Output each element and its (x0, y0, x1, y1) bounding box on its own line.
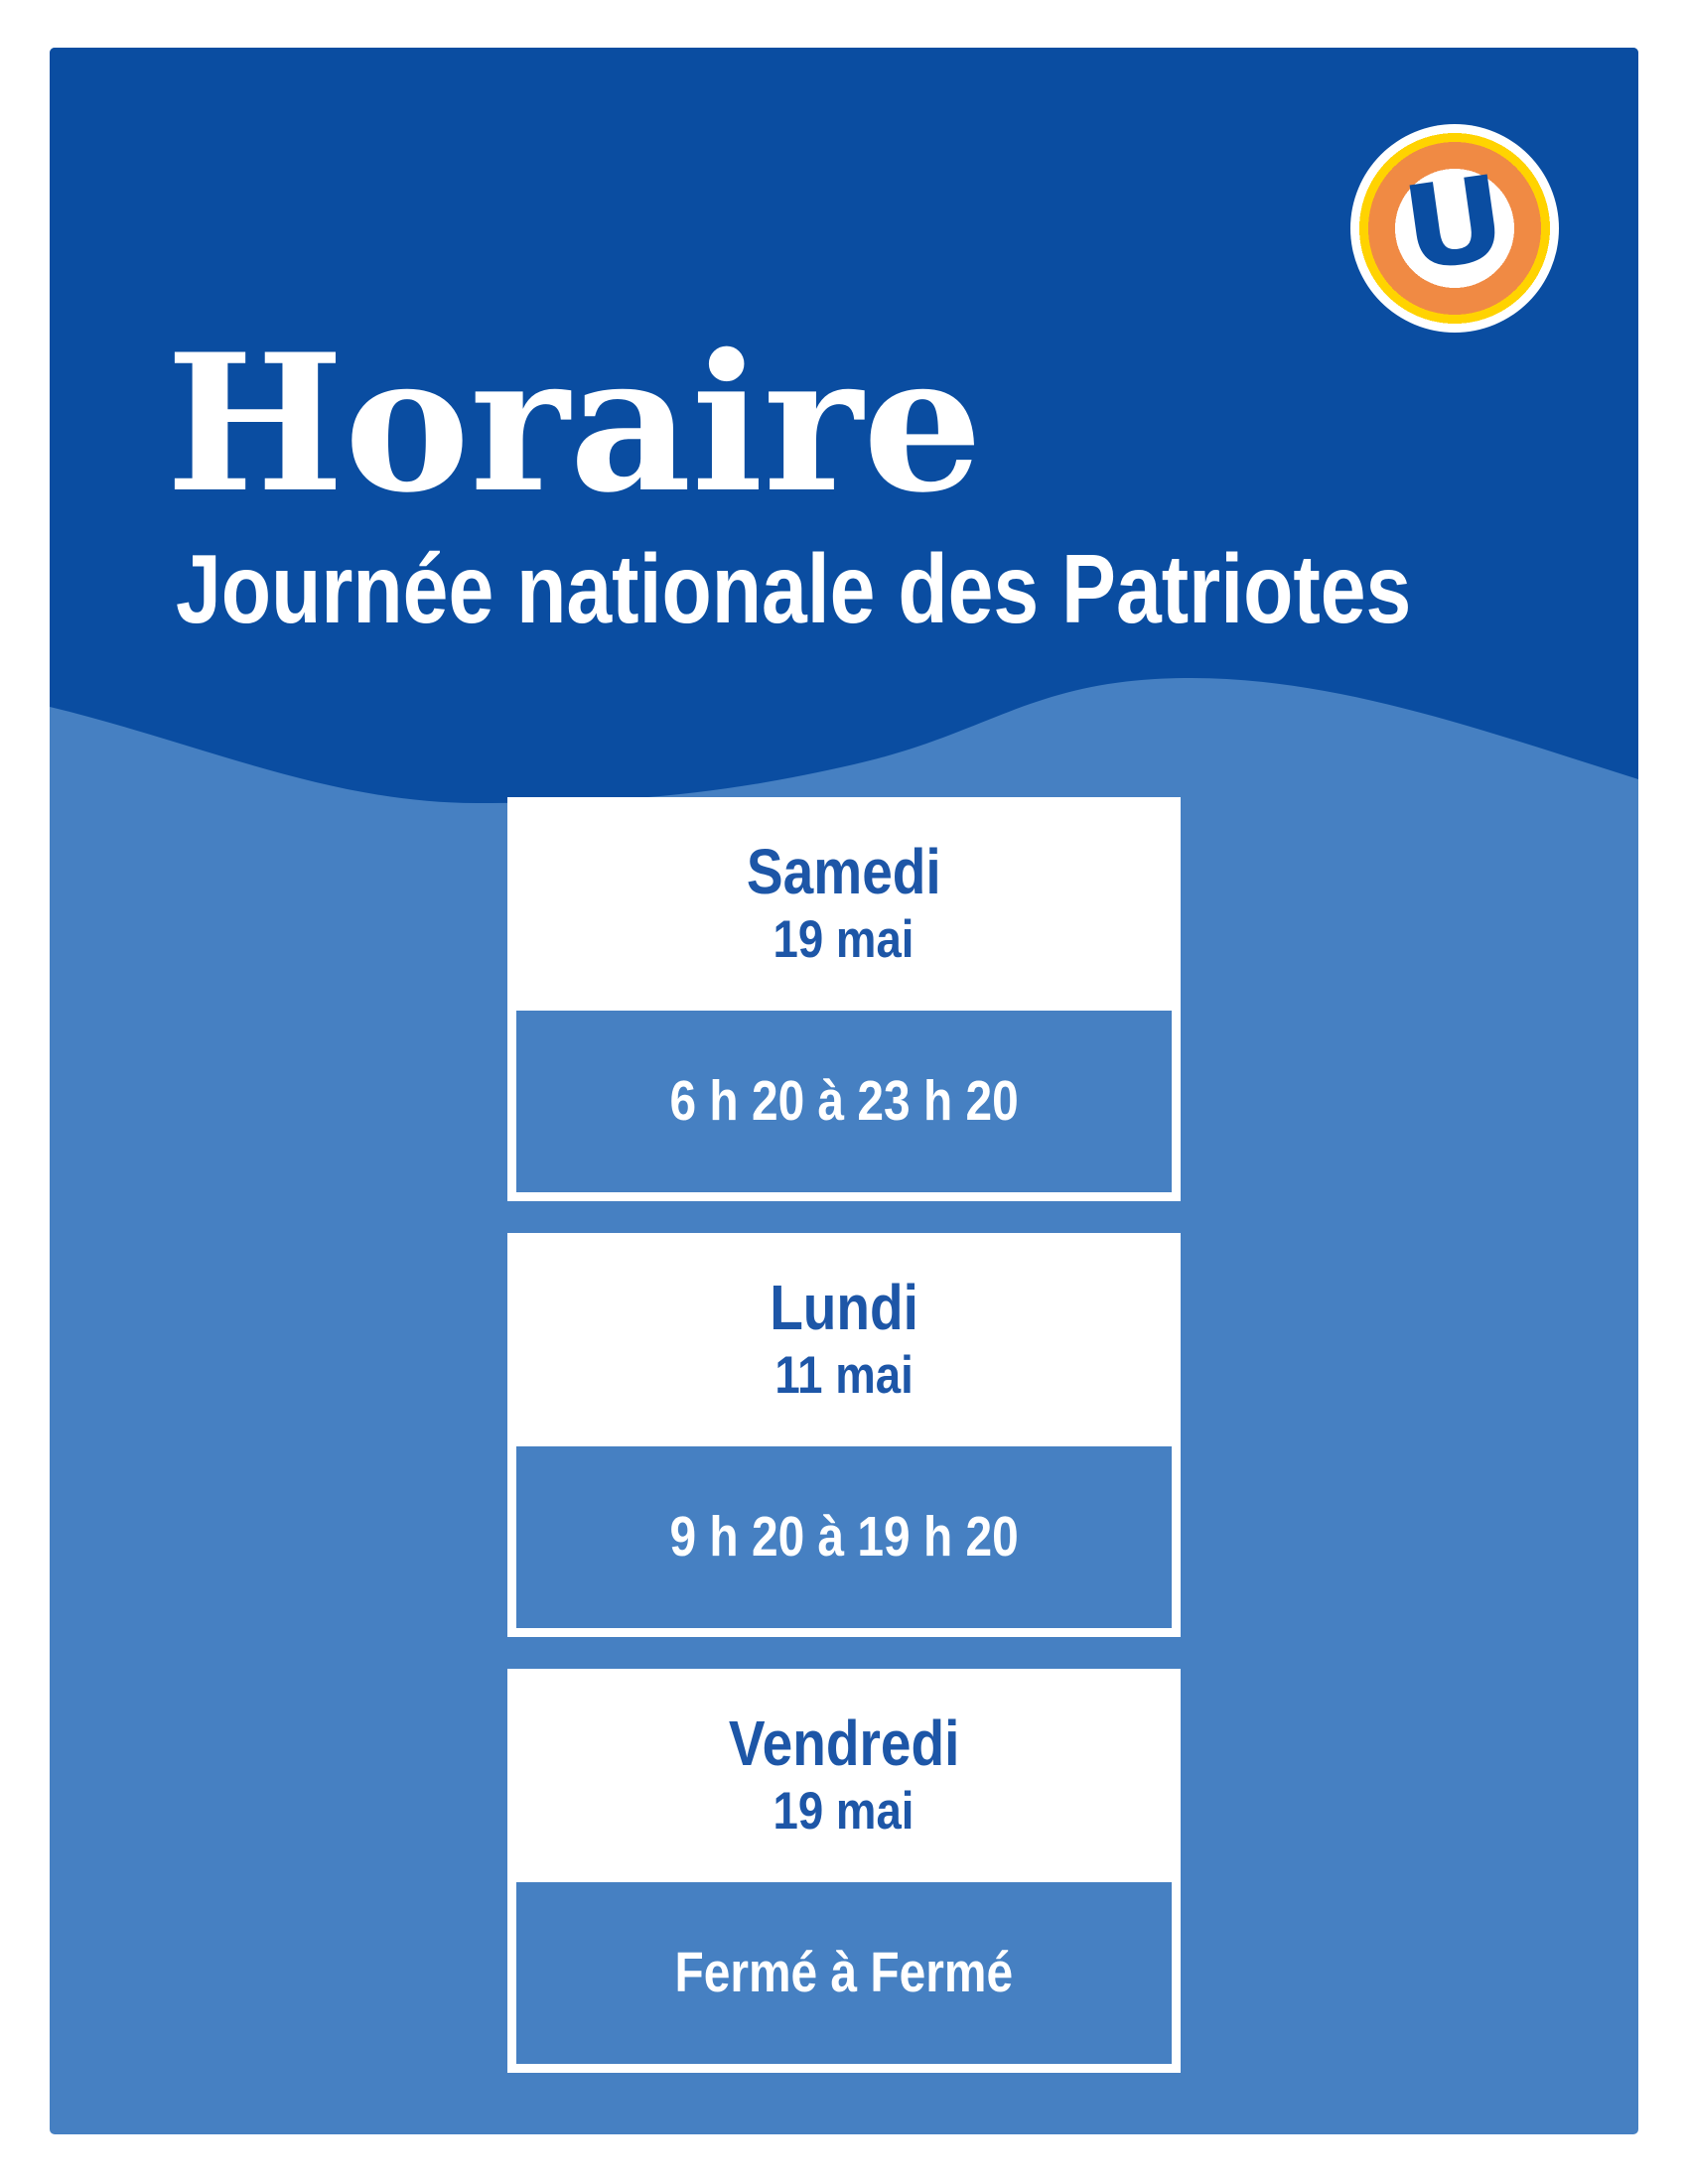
u-logo-letter: U (1394, 150, 1514, 298)
card-hours-zone (516, 1446, 1172, 1628)
card-day-zone (507, 1669, 1181, 1882)
schedule-card-monday (507, 1233, 1181, 1637)
card-date-label: 11 mai (774, 1345, 914, 1405)
card-hours-zone (516, 1882, 1172, 2064)
poster-content (50, 48, 1638, 2134)
page-subtitle: Journée nationale des Patriotes (176, 534, 1412, 643)
card-hours-zone (516, 1011, 1172, 1192)
card-day-label: Samedi (747, 835, 941, 907)
card-day-label: Vendredi (728, 1706, 960, 1779)
card-day-zone (507, 797, 1181, 1011)
card-date-label: 19 mai (774, 1781, 914, 1841)
card-day-zone (507, 1233, 1181, 1446)
schedule-card-friday (507, 1669, 1181, 2073)
card-date-label: 19 mai (774, 909, 914, 969)
card-hours-label: Fermé à Fermé (674, 1941, 1014, 2004)
schedule-card-saturday (507, 797, 1181, 1201)
card-hours-label: 9 h 20 à 19 h 20 (669, 1505, 1019, 1569)
card-day-label: Lundi (770, 1271, 918, 1343)
u-brand-logo (1350, 124, 1559, 333)
page-title: Horaire (166, 313, 983, 534)
card-hours-label: 6 h 20 à 23 h 20 (669, 1069, 1019, 1133)
